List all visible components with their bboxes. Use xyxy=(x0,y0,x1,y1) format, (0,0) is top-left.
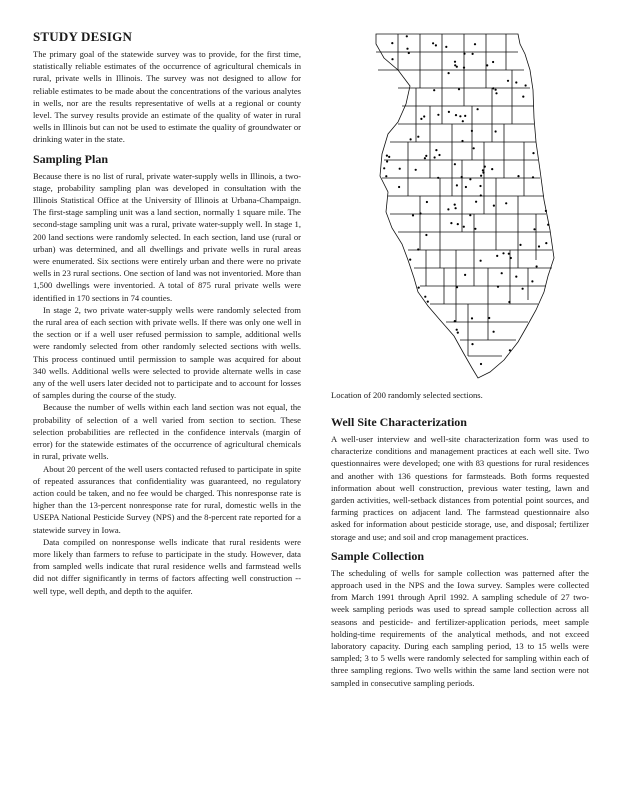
section-dot xyxy=(471,130,473,132)
right-column xyxy=(331,415,589,689)
section-dot xyxy=(435,149,437,151)
section-dot xyxy=(493,205,495,207)
section-dot xyxy=(424,296,426,298)
study-design-paragraph: The primary goal of the statewide survey was to provide, for the first time, statistically reliable estimates of the occurrence of agricultural chemicals in rural, private wells in Illinois. The survey was not designed to allow for reliable estimates to be made about the concentrations of the various analytes in wells, nor are the results representative of wells at a regional or county level. The survey results provide an estimate of the quality of water in rural wells in Illinois but can not be used to estimate the quality of groundwater or drinking water in the state. xyxy=(33,49,301,145)
section-dot xyxy=(533,228,535,230)
section-dot xyxy=(417,136,419,138)
section-dot xyxy=(464,274,466,276)
sample-collection-heading: Sample Collection xyxy=(331,548,424,563)
section-dot xyxy=(471,317,473,319)
section-dot xyxy=(538,245,540,247)
section-dot xyxy=(480,194,482,196)
section-dot xyxy=(456,329,458,331)
section-dot xyxy=(462,120,464,122)
section-dot xyxy=(464,115,466,117)
section-dot xyxy=(480,175,482,177)
selected-section-dots xyxy=(383,35,549,365)
section-dot xyxy=(426,201,428,203)
section-dot xyxy=(482,169,484,171)
section-dot xyxy=(480,260,482,262)
section-dot xyxy=(454,204,456,206)
section-dot xyxy=(545,210,547,212)
section-dot xyxy=(418,287,420,289)
section-dot xyxy=(448,72,450,74)
section-dot xyxy=(547,224,549,226)
section-dot xyxy=(412,214,414,216)
section-dot xyxy=(536,265,538,267)
section-dot xyxy=(461,140,463,142)
section-dot xyxy=(473,147,475,149)
section-dot xyxy=(495,92,497,94)
section-dot xyxy=(454,163,456,165)
section-dot xyxy=(432,42,434,44)
section-dot xyxy=(408,52,410,54)
section-dot xyxy=(517,175,519,177)
section-dot xyxy=(484,166,486,168)
section-dot xyxy=(415,169,417,171)
section-dot xyxy=(508,301,510,303)
section-dot xyxy=(457,223,459,225)
section-dot xyxy=(515,276,517,278)
section-dot xyxy=(427,301,429,303)
section-dot xyxy=(383,167,385,169)
section-dot xyxy=(385,175,387,177)
section-dot xyxy=(515,81,517,83)
section-dot xyxy=(417,248,419,250)
section-dot xyxy=(391,58,393,60)
section-dot xyxy=(461,176,463,178)
section-dot xyxy=(496,255,498,257)
section-dot xyxy=(409,259,411,261)
section-dot xyxy=(399,168,401,170)
section-dot xyxy=(491,168,493,170)
section-dot xyxy=(437,177,439,179)
sampling-plan-paragraph-2: In stage 2, two private water-supply wells were randomly selected from the rural area of each section with private wells. If there was only one well in the section or if a well user refused permission to sample, additional wells were randomly selected from other randomly selected sections with wells. This process continued until permission to sample was acquired for about 340 wells. Additional wells were selected to provide alternate wells in case any of the well users later decided not to participate and to account for losses of samples during the course of the study. xyxy=(33,304,301,401)
sampling-plan-paragraph-3: Because the number of wells within each land section was not equal, the probability of selection of a well varied from section to section. These selection probabilities are reflected in the confidence intervals (margin of error) for the statewide estimates of the occurrence of agricultural chemicals in rural, private wells. xyxy=(33,402,301,462)
section-dot xyxy=(406,35,408,37)
section-dot xyxy=(469,178,471,180)
section-dot xyxy=(474,228,476,230)
well-site-paragraph: A well-user interview and well-site characterization form was used to characterize conditions and management practices at each well site. Two questionnaires were developed; one with 83 questions for rural residences and another with 136 questions for farmsteads. Both forms requested information about well construction, previous water testing, lawn and garden activities, well-setback distances from potential point sources, and farming practices on adjacent land. The farmstead questionnaire also asked for information about pesticide storage, use, and disposal; fertilizer storage and use; and soil and crop management practices. xyxy=(331,434,589,542)
section-dot xyxy=(434,156,436,158)
section-dot xyxy=(386,155,388,157)
illinois-county-map xyxy=(368,30,568,382)
section-dot xyxy=(459,115,461,117)
section-dot xyxy=(492,87,494,89)
section-dot xyxy=(479,185,481,187)
section-dot xyxy=(493,331,495,333)
section-dot xyxy=(435,44,437,46)
section-dot xyxy=(469,214,471,216)
section-dot xyxy=(437,114,439,116)
section-dot xyxy=(424,157,426,159)
section-dot xyxy=(488,317,490,319)
section-dot xyxy=(545,242,547,244)
section-dot xyxy=(420,118,422,120)
section-dot xyxy=(433,89,435,91)
section-dot xyxy=(532,152,534,154)
well-site-heading: Well Site Characterization xyxy=(331,415,467,429)
section-dot xyxy=(492,61,494,63)
section-dot xyxy=(448,111,450,113)
section-dot xyxy=(425,234,427,236)
section-dot xyxy=(502,252,504,254)
section-dot xyxy=(463,226,465,228)
section-dot xyxy=(450,222,452,224)
section-dot xyxy=(454,61,456,63)
section-dot xyxy=(497,286,499,288)
section-dot xyxy=(386,160,388,162)
section-dot xyxy=(457,332,459,334)
section-dot xyxy=(519,244,521,246)
illinois-map-figure xyxy=(368,30,568,382)
section-dot xyxy=(495,89,497,91)
study-design-heading: STUDY DESIGN xyxy=(33,29,133,44)
section-dot xyxy=(532,176,534,178)
section-dot xyxy=(472,53,474,55)
section-dot xyxy=(477,108,479,110)
section-dot xyxy=(482,172,484,174)
sampling-plan-paragraph-5: Data compiled on nonresponse wells indicate that rural residents were more likely than farmers to refuse to participate in the study. However, data from sampled wells indicate that rural residence wells and farmstead wells did not differ significantly in terms of factors affecting well construction -- well type, well depth, and depth to the aquifer. xyxy=(33,536,301,596)
sample-collection-paragraph: The scheduling of wells for sample collection was patterned after the approach used in the NPS and the Iowa survey. Samples were collected from March 1991 through April 1992. A sampling schedule of 27 two-week sampling periods was used to spread sample collection across all seasons and pesticide- and fertilizer-application periods, meet sample holding-time requirements of the analytical methods, and not exceed laboratory capacity. During each sampling period, 13 to 15 wells were sampled; 3 to 5 wells were randomly selected for sampling within each of three sampling regions. Two wells within the same land section were not sampled in consecutive sampling periods. xyxy=(331,567,589,688)
section-dot xyxy=(507,80,509,82)
section-dot xyxy=(509,349,511,351)
section-dot xyxy=(445,46,447,48)
section-dot xyxy=(505,202,507,204)
section-dot xyxy=(419,212,421,214)
section-dot xyxy=(454,64,456,66)
section-dot xyxy=(474,43,476,45)
section-dot xyxy=(510,257,512,259)
map-caption: Location of 200 randomly selected sections. xyxy=(331,390,483,400)
section-dot xyxy=(455,207,457,209)
section-dot xyxy=(471,343,473,345)
section-dot xyxy=(501,272,503,274)
section-dot xyxy=(391,42,393,44)
sampling-plan-paragraph-1: Because there is no list of rural, private water-supply wells in Illinois, a two-stage, probability sampling plan was developed in consultation with the Illinois Statistical Office at the University of Illinois at Urbana-Champaign. The first-stage sampling unit was a land section, normally 1 square mile. The second-stage sampling unit was a rural, private water-supply well. In stage 1, 200 land sections were randomly selected. In each section, land use (rural or urban) was determined, and all dwellings and private wells in rural areas were enumerated. Six sections were entirely urban and there were no private wells in 23 rural sections. One section of land was not inventoried. More than 1,500 dwellings were inventoried. A total of 875 rural private wells were identified in 170 sections in 74 counties. xyxy=(33,170,301,303)
section-dot xyxy=(525,84,527,86)
section-dot xyxy=(388,156,390,158)
section-dot xyxy=(463,53,465,55)
section-dot xyxy=(398,186,400,188)
section-dot xyxy=(425,155,427,157)
section-dot xyxy=(410,138,412,140)
section-dot xyxy=(406,48,408,50)
section-dot xyxy=(522,96,524,98)
section-dot xyxy=(438,154,440,156)
state-outline xyxy=(376,34,554,378)
section-dot xyxy=(531,280,533,282)
section-dot xyxy=(465,186,467,188)
left-column xyxy=(33,29,301,597)
sampling-plan-paragraph-4: About 20 percent of the well users contacted refused to participate in spite of repeated assurances that confidentiality was guaranteed, no regulatory action could be taken, and no fee would be charged. This nonresponse rate is higher than the 13-percent nonresponse rate for rural, domestic wells in the USEPA National Pesticide Survey (NPS) and the 8-percent rate reported for a statewide survey in Iowa. xyxy=(33,463,301,535)
section-dot xyxy=(458,88,460,90)
section-dot xyxy=(480,363,482,365)
section-dot xyxy=(475,201,477,203)
section-dot xyxy=(456,286,458,288)
section-dot xyxy=(455,114,457,116)
section-dot xyxy=(454,320,456,322)
sampling-plan-heading: Sampling Plan xyxy=(33,151,109,166)
section-dot xyxy=(522,288,524,290)
section-dot xyxy=(495,130,497,132)
section-dot xyxy=(447,208,449,210)
section-dot xyxy=(456,184,458,186)
section-dot xyxy=(423,115,425,117)
section-dot xyxy=(508,253,510,255)
section-dot xyxy=(486,64,488,66)
section-dot xyxy=(463,67,465,69)
